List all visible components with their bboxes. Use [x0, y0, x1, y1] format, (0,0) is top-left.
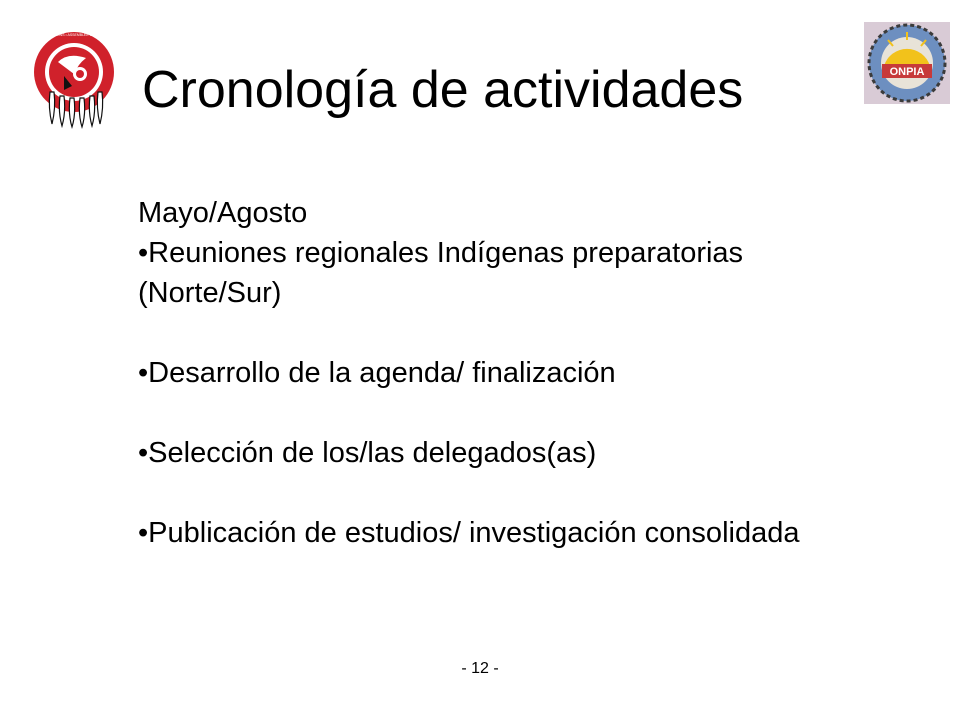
afn-logo: [14, 28, 134, 128]
onpia-logo-text: ONPIA: [889, 66, 925, 78]
bullet-item: •Desarrollo de la agenda/ finalización: [138, 357, 616, 389]
bullet-item: •Publicación de estudios/ investigación consolidada: [138, 517, 800, 549]
bullet-item: •Selección de los/las delegados(as): [138, 437, 597, 469]
page-number: - 12 -: [461, 660, 499, 677]
bullet-item: •Reuniones regionales Indígenas preparatorias (Norte/Sur): [138, 237, 744, 309]
afn-logo-ring-text: ASSEMBLY of FIRST NATIONS • ASSEMBLÉE des PREMIÈRES NATIONS: [14, 33, 134, 37]
period-label: Mayo/Agosto: [138, 197, 308, 229]
onpia-logo: [864, 22, 950, 104]
slide-title: Cronología de actividades: [142, 61, 744, 119]
slide-content: [138, 193, 878, 553]
